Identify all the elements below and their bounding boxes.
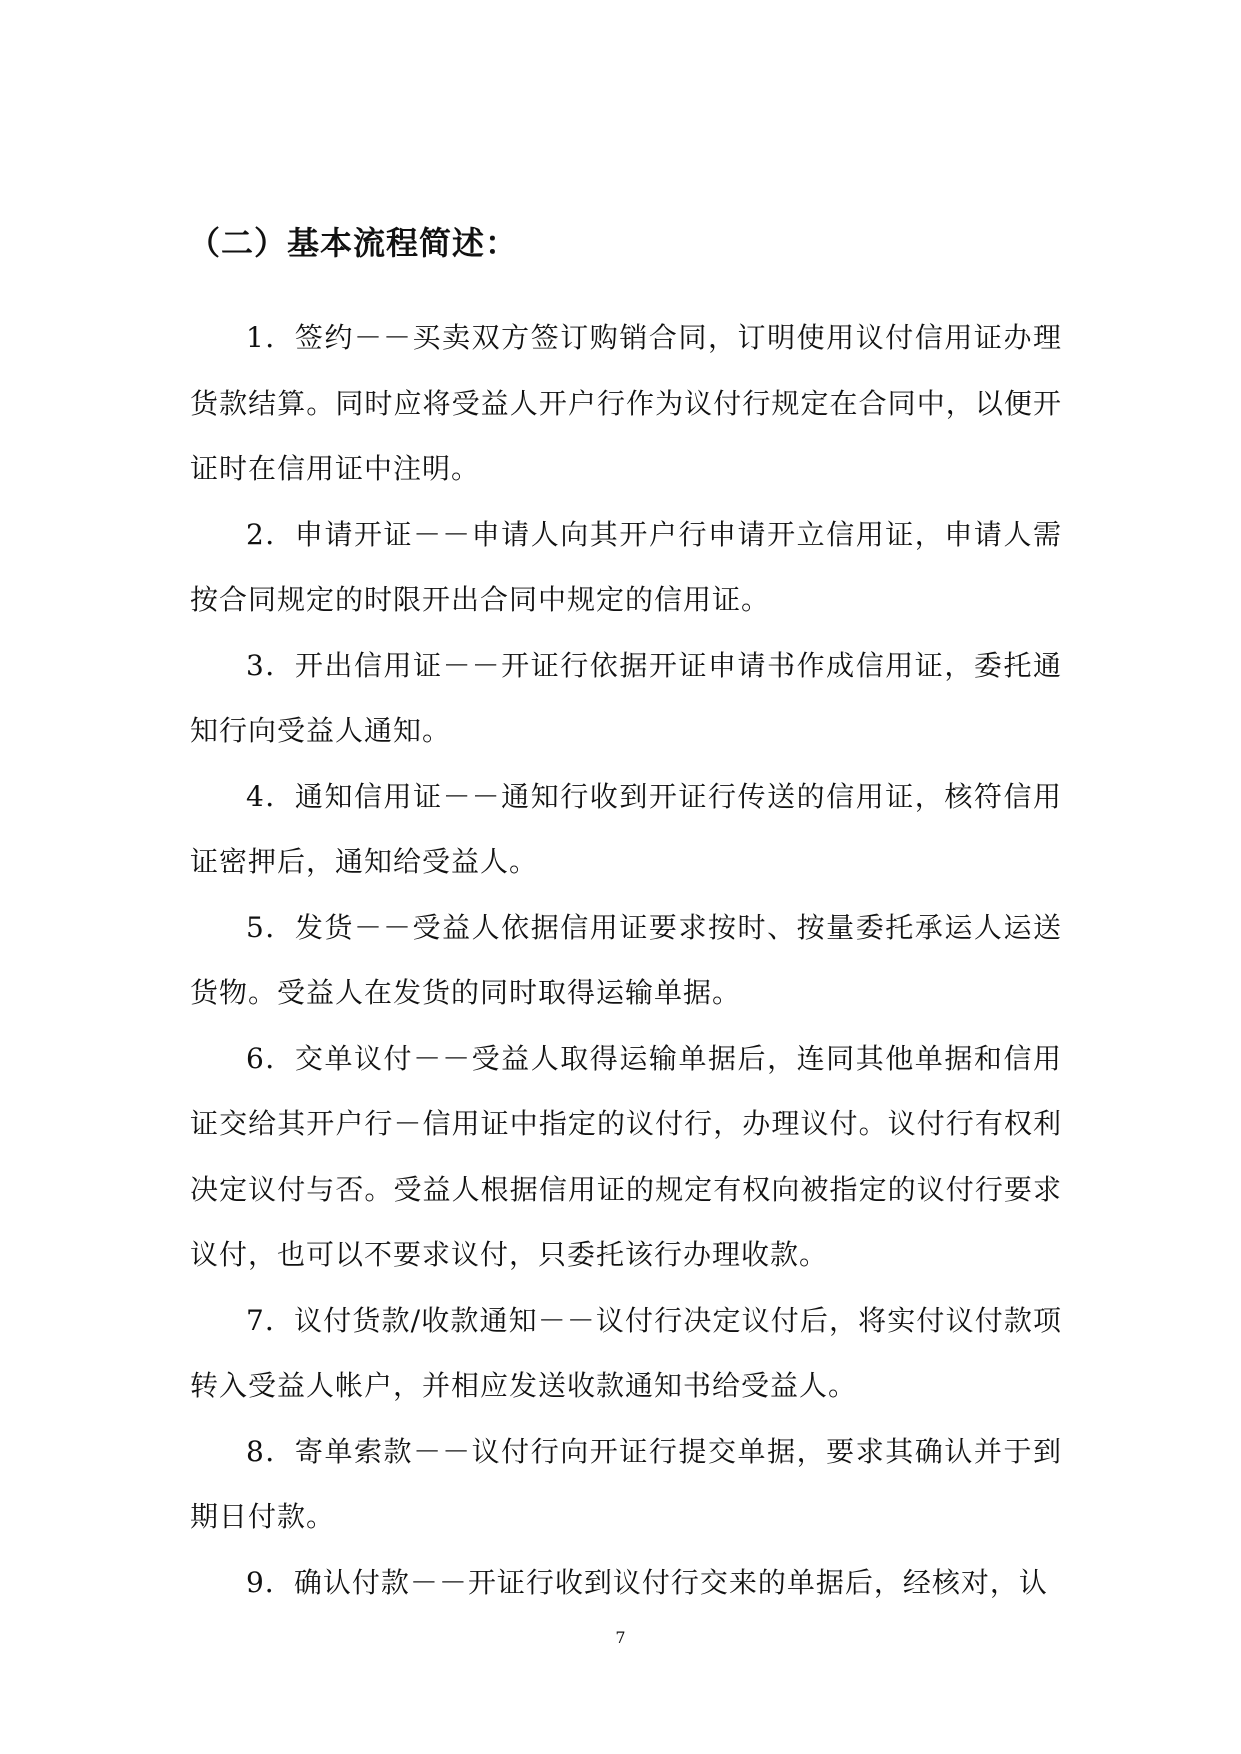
paragraph-step-3: 3．开出信用证－－开证行依据开证申请书作成信用证，委托通知行向受益人通知。 xyxy=(190,648,1062,747)
paragraph-step-2: 2．申请开证－－申请人向其开户行申请开立信用证，申请人需按合同规定的时限开出合同中规定的信用证。 xyxy=(190,517,1062,616)
section-heading: （二）基本流程简述： xyxy=(188,224,519,262)
paragraph-step-6: 6．交单议付－－受益人取得运输单据后，连同其他单据和信用证交给其开户行－信用证中指定的议付行，办理议付。议付行有权利决定议付与否。受益人根据信用证的规定有权向被指定的议付行要求议付，也可以不要求议付，只委托该行办理收款。 xyxy=(190,1041,1062,1271)
page-number: 7 xyxy=(615,1628,626,1647)
body-text xyxy=(190,305,1062,1615)
paragraph-step-1: 1．签约－－买卖双方签订购销合同，订明使用议付信用证办理货款结算。同时应将受益人开户行作为议付行规定在合同中，以便开证时在信用证中注明。 xyxy=(190,321,1062,485)
paragraph-step-8: 8．寄单索款－－议付行向开证行提交单据，要求其确认并于到期日付款。 xyxy=(190,1434,1062,1533)
paragraph-step-5: 5．发货－－受益人依据信用证要求按时、按量委托承运人运送货物。受益人在发货的同时取得运输单据。 xyxy=(190,910,1062,1009)
paragraph-step-9: 9．确认付款－－开证行收到议付行交来的单据后，经核对，认 xyxy=(246,1565,1048,1599)
paragraph-step-7: 7．议付货款/收款通知－－议付行决定议付后，将实付议付款项转入受益人帐户，并相应发送收款通知书给受益人。 xyxy=(190,1303,1062,1402)
paragraph-step-4: 4．通知信用证－－通知行收到开证行传送的信用证，核符信用证密押后，通知给受益人。 xyxy=(190,779,1062,878)
